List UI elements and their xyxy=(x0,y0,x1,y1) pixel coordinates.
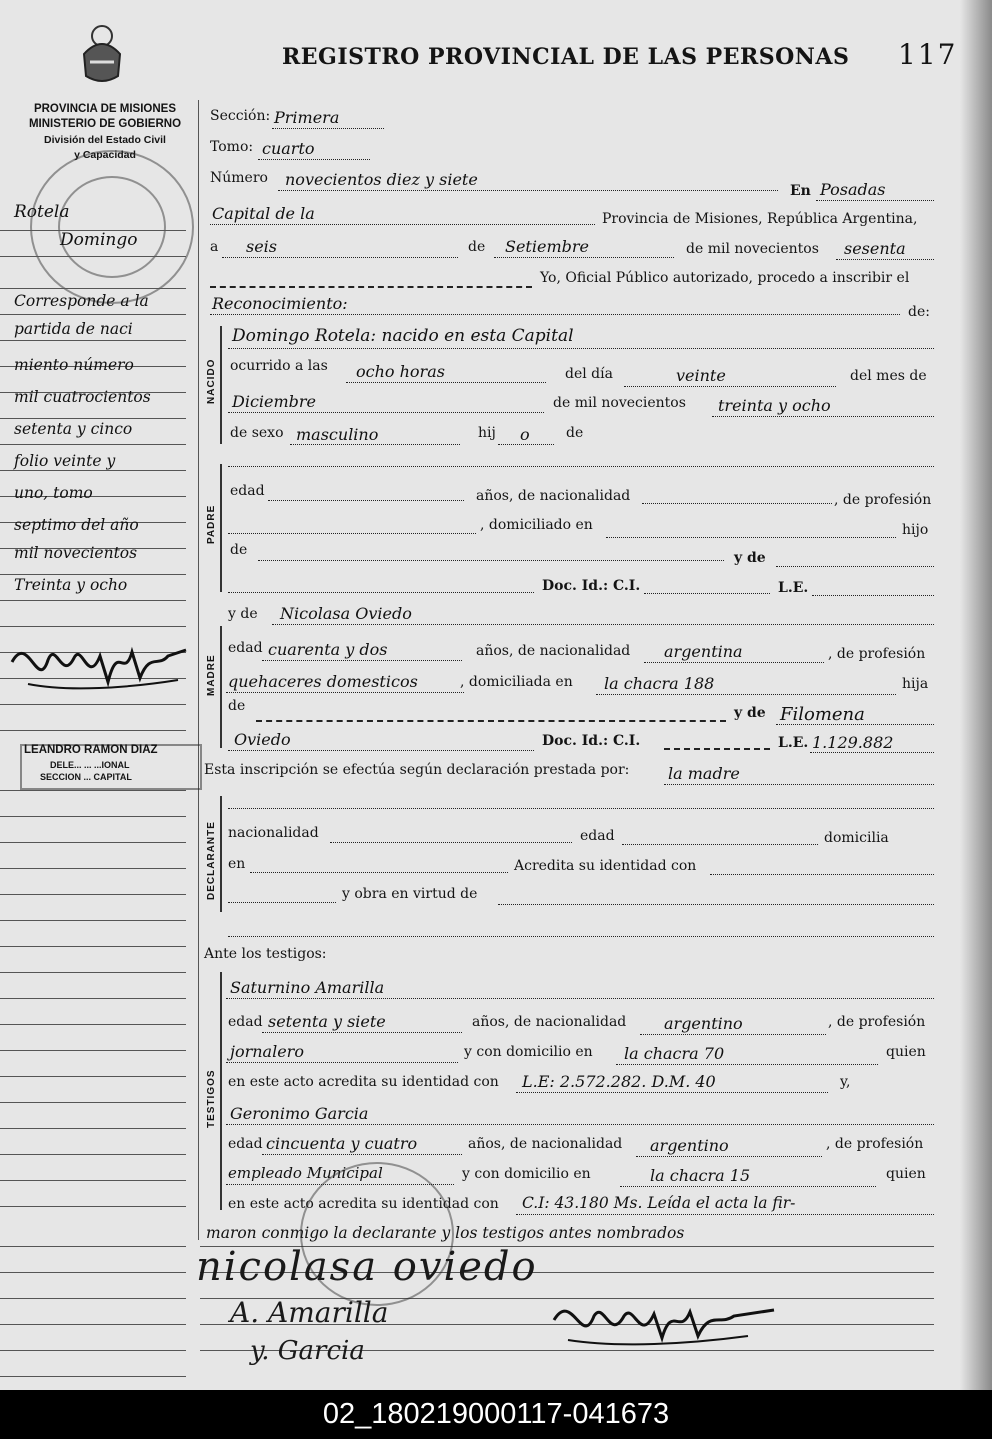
tomo-label: Tomo: xyxy=(210,139,254,155)
declarante-edad-label: edad xyxy=(580,828,615,844)
testigo2-domicilio-label: y con domicilio en xyxy=(462,1166,591,1182)
document-title: REGISTRO PROVINCIAL DE LAS PERSONAS xyxy=(282,44,850,70)
testigo1-profesion-label: , de profesión xyxy=(828,1014,926,1030)
padre-side-label: PADRE xyxy=(206,504,217,544)
declarante-virtud-label: y obra en virtud de xyxy=(342,886,478,902)
testigo1-domicilio-label: y con domicilio en xyxy=(464,1044,593,1060)
page-edge-shadow xyxy=(960,0,992,1390)
madre-profesion-label: , de profesión xyxy=(828,646,926,662)
margin-note-line-9: uno, tomo xyxy=(14,484,93,502)
testigo1-nombre: Saturnino Amarilla xyxy=(230,978,385,997)
padre-profesion-label: , de profesión xyxy=(834,492,932,508)
testigo1-quien-label: quien xyxy=(886,1044,926,1060)
testigos-bracket xyxy=(220,972,222,1210)
madre-nacionalidad-value: argentina xyxy=(664,642,743,661)
numero-value: novecientos diez y siete xyxy=(285,170,478,189)
nacido-anio-value: treinta y ocho xyxy=(718,396,831,415)
testigo1-edad-label: edad xyxy=(228,1014,263,1030)
margin-note-line-7: setenta y cinco xyxy=(14,420,133,438)
nacido-side-label: NACIDO xyxy=(206,358,217,404)
agency-line-2: MINISTERIO DE GOBIERNO xyxy=(28,118,182,130)
madre-doc-label: Doc. Id.: C.I. xyxy=(542,733,641,749)
madre-de-label: de xyxy=(228,698,246,714)
margin-separator xyxy=(198,100,199,1240)
testigo1-profesion: jornalero xyxy=(230,1042,304,1061)
margin-note-line-3: Corresponde a la xyxy=(14,292,149,310)
margin-note-line-12: Treinta y ocho xyxy=(14,576,128,594)
page-number: 117 xyxy=(898,38,958,71)
declarante-nacionalidad-label: nacionalidad xyxy=(228,825,319,841)
padre-de-label: de xyxy=(230,542,248,558)
en-value: Posadas xyxy=(820,180,886,199)
testigo1-y-label: y, xyxy=(840,1074,851,1090)
agency-line-3: División del Estado Civil xyxy=(44,134,166,146)
anio-label: de mil novecientos xyxy=(686,241,819,257)
testigo2-edad-label: edad xyxy=(228,1136,263,1152)
nacido-de-label: de xyxy=(566,425,584,441)
stamp-line-1: LEANDRO RAMON DIAZ xyxy=(24,744,158,756)
del-mes-label: del mes de xyxy=(850,368,927,384)
madre-madre-de-value: Filomena xyxy=(780,704,865,725)
anio-value: sesenta xyxy=(844,239,906,258)
testigo1-signature: A. Amarilla xyxy=(230,1296,389,1329)
testigos-side-label: TESTIGOS xyxy=(206,1069,217,1128)
seccion-label: Sección: xyxy=(210,108,271,124)
oficial-label: Yo, Oficial Público autorizado, procedo a inscribir el xyxy=(540,270,910,286)
hij-value: o xyxy=(520,425,530,444)
agency-line-4: y Capacidad xyxy=(74,149,136,161)
hij-label: hij xyxy=(478,425,496,441)
madre-y-de2-label: y de xyxy=(734,705,766,721)
testigo1-acredita-label: en este acto acredita su identidad con xyxy=(228,1074,499,1090)
declarante-bracket xyxy=(220,796,222,912)
testigos-intro-label: Ante los testigos: xyxy=(204,946,327,962)
madre-y-de-label: y de xyxy=(228,606,258,622)
padre-y-de-label: y de xyxy=(734,550,766,566)
padre-domiciliado-label: , domiciliado en xyxy=(480,517,593,533)
margin-note-line-2: Domingo xyxy=(60,230,138,250)
testigo2-signature: y. Garcia xyxy=(250,1336,365,1366)
dia-value: seis xyxy=(246,237,278,256)
madre-nacionalidad-label: años, de nacionalidad xyxy=(476,643,631,659)
stamp-line-2: DELE... ... ...IONAL xyxy=(50,760,130,770)
madre-domicilio-value: la chacra 188 xyxy=(604,674,715,693)
testigo1-doc: L.E: 2.572.282. D.M. 40 xyxy=(522,1072,716,1091)
official-round-stamp-inner xyxy=(58,176,166,278)
mes-value: Setiembre xyxy=(505,237,589,256)
declarante-en-label: en xyxy=(228,856,246,872)
stamp-line-3: SECCION ... CAPITAL xyxy=(40,772,132,782)
testigo2-edad: cincuenta y cuatro xyxy=(266,1134,418,1153)
margin-note-line-1: Rotela xyxy=(14,202,70,222)
margin-note-line-10: septimo del año xyxy=(14,516,139,534)
testigo1-domicilio: la chacra 70 xyxy=(624,1044,725,1063)
testigo2-profesion-label: , de profesión xyxy=(826,1136,924,1152)
madre-bracket xyxy=(220,626,222,748)
madre-signature: nicolasa oviedo xyxy=(196,1244,538,1290)
madre-apellido-value: Oviedo xyxy=(234,730,291,749)
sexo-value: masculino xyxy=(296,425,379,444)
de-label: de xyxy=(468,239,486,255)
del-dia-label: del día xyxy=(565,366,613,382)
madre-domiciliada-label: , domiciliada en xyxy=(460,674,573,690)
a-label: a xyxy=(210,239,219,255)
margin-note-line-8: folio veinte y xyxy=(14,452,116,470)
testigo2-domicilio: la chacra 15 xyxy=(650,1166,751,1185)
padre-edad-label: edad xyxy=(230,483,265,499)
margin-note-line-5: miento número xyxy=(14,356,134,374)
seccion-value: Primera xyxy=(274,108,340,127)
madre-side-label: MADRE xyxy=(206,654,217,696)
margin-note-line-6: mil cuatrocientos xyxy=(14,388,151,406)
acto-value: Reconocimiento: xyxy=(212,294,348,313)
nacido-anio-label: de mil novecientos xyxy=(553,395,686,411)
registrar-signature-margin xyxy=(8,622,192,700)
nacido-dia-value: veinte xyxy=(676,366,726,385)
madre-edad-value: cuarenta y dos xyxy=(268,640,388,659)
tomo-value: cuarto xyxy=(262,139,315,158)
testigo2-nombre: Geronimo Garcia xyxy=(230,1104,369,1123)
padre-bracket xyxy=(220,464,222,592)
acta-cierre: maron conmigo la declarante y los testigos antes nombrados xyxy=(206,1224,685,1242)
ocurrido-label: ocurrido a las xyxy=(230,358,328,374)
padre-nacionalidad-label: años, de nacionalidad xyxy=(476,488,631,504)
padre-hijo-label: hijo xyxy=(902,522,929,538)
testigo2-profesion: empleado Municipal xyxy=(228,1164,383,1182)
coat-of-arms-emblem xyxy=(78,14,126,86)
padre-le-label: L.E. xyxy=(778,580,809,596)
declarante-side-label: DECLARANTE xyxy=(206,821,217,900)
madre-le-label: L.E. xyxy=(778,735,809,751)
testigo1-nacionalidad: argentino xyxy=(664,1014,743,1033)
margin-note-line-11: mil novecientos xyxy=(14,544,138,562)
madre-profesion-value: quehaceres domesticos xyxy=(228,672,418,691)
declarante-acredita-label: Acredita su identidad con xyxy=(514,858,697,874)
madre-hija-label: hija xyxy=(902,676,929,692)
testigo1-edad: setenta y siete xyxy=(268,1012,386,1031)
testigo2-quien-label: quien xyxy=(886,1166,926,1182)
declarante-intro-label: Esta inscripción se efectúa según declaración prestada por: xyxy=(204,762,630,778)
testigo2-doc: C.I: 43.180 Ms. Leída el acta la fir- xyxy=(522,1194,796,1212)
declarante-domicilia-label: domicilia xyxy=(824,830,889,846)
nacido-nombre: Domingo Rotela: nacido en esta Capital xyxy=(232,326,574,346)
testigo2-nacionalidad-label: años, de nacionalidad xyxy=(468,1136,623,1152)
sexo-label: de sexo xyxy=(230,425,284,441)
hora-value: ocho horas xyxy=(356,362,445,381)
madre-nombre: Nicolasa Oviedo xyxy=(280,604,412,623)
madre-le-value: 1.129.882 xyxy=(812,733,894,752)
margin-note-line-4: partida de naci xyxy=(14,320,133,338)
agency-line-1: PROVINCIA DE MISIONES xyxy=(33,103,177,115)
madre-edad-label: edad xyxy=(228,640,263,656)
official-signature xyxy=(548,1286,778,1356)
testigo2-acredita-label: en este acto acredita su identidad con xyxy=(228,1196,499,1212)
numero-label: Número xyxy=(210,170,268,186)
nacido-bracket xyxy=(220,326,222,444)
de-colon-label: de: xyxy=(908,304,930,320)
provincia-label: Provincia de Misiones, República Argentina, xyxy=(602,211,918,227)
document-id-footer: 02_180219000117-041673 xyxy=(0,1390,992,1439)
testigo2-nacionalidad: argentino xyxy=(650,1136,729,1155)
capital-value: Capital de la xyxy=(212,204,315,223)
padre-doc-label: Doc. Id.: C.I. xyxy=(542,578,641,594)
testigo1-nacionalidad-label: años, de nacionalidad xyxy=(472,1014,627,1030)
en-label: En xyxy=(790,183,811,199)
nacido-mes-value: Diciembre xyxy=(232,392,317,411)
declarante-intro-value: la madre xyxy=(668,764,740,783)
